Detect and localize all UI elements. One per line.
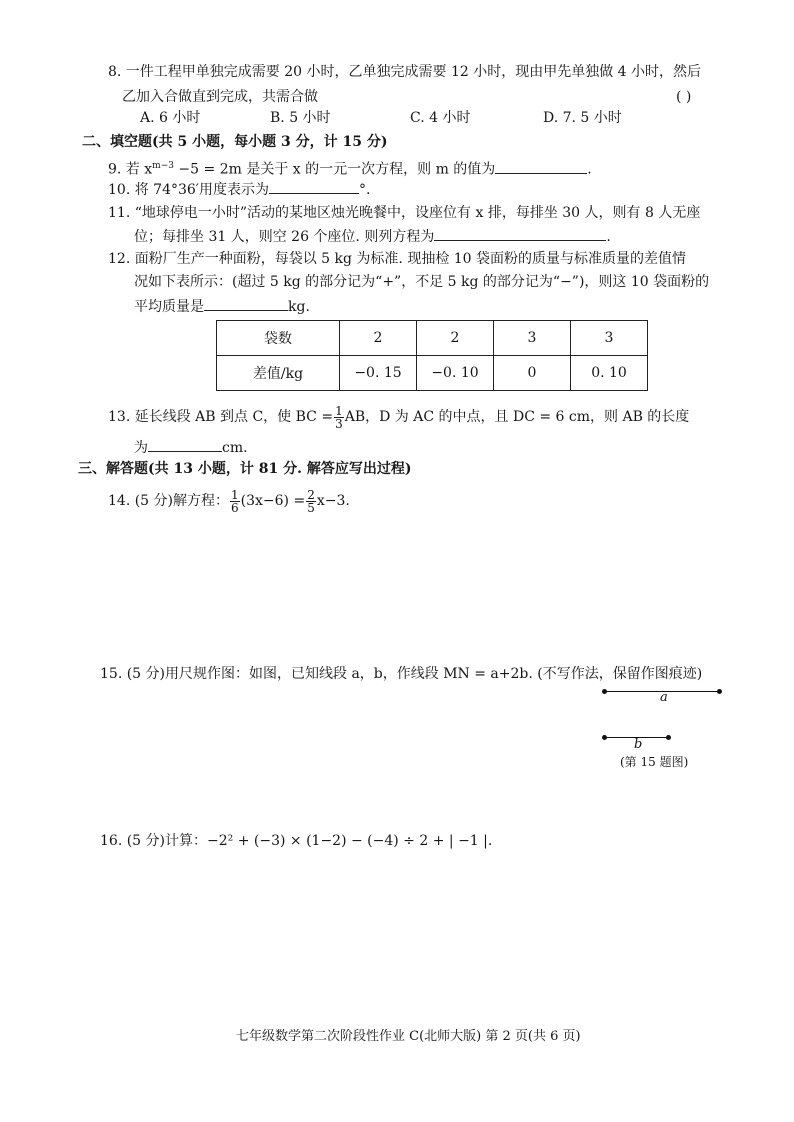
q14-frac2-num: 2 (307, 487, 315, 502)
q14-mid: (3x−6) = (240, 493, 306, 509)
q8-option-b: B. 5 小时 (270, 110, 331, 126)
q14 (108, 486, 350, 516)
q14-frac1-num: 1 (231, 487, 239, 502)
q9-prefix: 9. 若 x (108, 161, 153, 178)
q10-suffix: °. (358, 182, 371, 198)
q13-line2 (134, 437, 248, 458)
q8-line1: 8. 一件工程甲单独完成需要 20 小时，乙单独完成需要 12 小时，现由甲先单独做 4 小时，然后 (108, 64, 702, 80)
table-cell: 3 (571, 321, 648, 356)
q12-suffix: kg. (288, 299, 310, 315)
label-a: a (660, 690, 668, 705)
q12-line1: 12. 面粉厂生产一种面粉，每袋以 5 kg 为标准. 现抽检 10 袋面粉的质量与标准质量的差值情 (108, 251, 687, 267)
q10-answer-blank[interactable] (269, 179, 359, 194)
q12-line3-text: 平均质量是 (134, 299, 204, 315)
q9-mid: −5 = 2m 是关于 x 的一元一次方程，则 m 的值为 (173, 161, 496, 178)
q13-line2-text: 为 (134, 440, 148, 456)
q16-text: 16. (5 分)计算：−2² + (−3) × (1−2) − (−4) ÷ 2 + | −1 |. (100, 833, 493, 849)
q11-suffix: . (606, 229, 611, 245)
segment-a-start-point (602, 689, 607, 694)
table-row (217, 321, 648, 356)
table-cell: 2 (340, 321, 417, 356)
q12-line3 (134, 296, 310, 317)
table-cell: 3 (494, 321, 571, 356)
q15-text: 15. (5 分)用尺规作图：如图，已知线段 a，b，作线段 MN = a+2b. (不写作法，保留作图痕迹) (100, 666, 703, 682)
q13-suffix: cm. (222, 440, 248, 456)
segment-b-end-point (666, 735, 671, 740)
q11-line2-text: 位；每排坐 31 人，则空 26 个座位. 则列方程为 (134, 229, 435, 245)
q14-prefix: 14. (5 分)解方程： (108, 493, 229, 509)
q8-option-c: C. 4 小时 (410, 110, 471, 126)
table-cell: 0. 10 (571, 356, 648, 391)
table-header-diff: 差值/kg (217, 356, 340, 391)
q14-frac1-den: 6 (231, 500, 239, 515)
q12-data-table (216, 320, 648, 391)
q11-line1: 11. “地球停电一小时”活动的某地区烛光晚餐中，设座位有 x 排，每排坐 30 人，则有 8 人无座 (108, 205, 701, 221)
q13-frac-den: 3 (335, 416, 343, 431)
table-cell: 0 (494, 356, 571, 391)
q9-exponent: m−3 (152, 161, 174, 171)
q13-fraction (334, 405, 344, 430)
q13-part1: 13. 延长线段 AB 到点 C，使 BC = (108, 409, 334, 425)
q14-frac2-den: 5 (307, 500, 315, 515)
q9-suffix: . (587, 161, 592, 178)
q11-line2 (134, 226, 611, 247)
q8-answer-paren: ( ) (676, 89, 692, 105)
q13-part2: AB，D 为 AC 的中点，且 DC = 6 cm，则 AB 的长度 (344, 409, 690, 425)
table-cell: 2 (417, 321, 494, 356)
q8-option-a: A. 6 小时 (140, 110, 201, 126)
table-header-bags: 袋数 (217, 321, 340, 356)
q13-answer-blank[interactable] (148, 437, 222, 452)
q12-answer-blank[interactable] (204, 296, 288, 311)
table-row (217, 356, 648, 391)
q14-fraction-1 (230, 489, 240, 514)
q10 (108, 179, 370, 200)
segment-a-end-point (717, 689, 722, 694)
figure-caption: (第 15 题图) (620, 755, 689, 769)
table-cell: −0. 15 (340, 356, 417, 391)
q11-answer-blank[interactable] (434, 226, 606, 241)
q13-line1 (108, 402, 689, 432)
q10-text: 10. 将 74°36′用度表示为 (108, 182, 269, 198)
q13-frac-num: 1 (335, 403, 343, 418)
page-footer: 七年级数学第二次阶段性作业 C(北师大版) 第 2 页(共 6 页) (236, 1029, 581, 1044)
q8-option-d: D. 7. 5 小时 (543, 110, 622, 126)
q12-line2: 况如下表所示：(超过 5 kg 的部分记为“+”，不足 5 kg 的部分记为“−”)，则这 10 袋面粉的 (134, 274, 710, 290)
segment-b-start-point (602, 735, 607, 740)
table-cell: −0. 10 (417, 356, 494, 391)
q14-suffix: x−3. (316, 493, 350, 509)
q14-fraction-2 (306, 489, 316, 514)
q9 (108, 156, 592, 180)
q8-line2: 乙加入合做直到完成，共需合做 (122, 89, 318, 105)
section2-title: 二、填空题(共 5 小题，每小题 3 分，计 15 分) (82, 134, 388, 150)
label-b: b (634, 737, 643, 752)
q9-answer-blank[interactable] (495, 159, 587, 174)
section3-title: 三、解答题(共 13 小题，计 81 分. 解答应写出过程) (78, 461, 412, 477)
